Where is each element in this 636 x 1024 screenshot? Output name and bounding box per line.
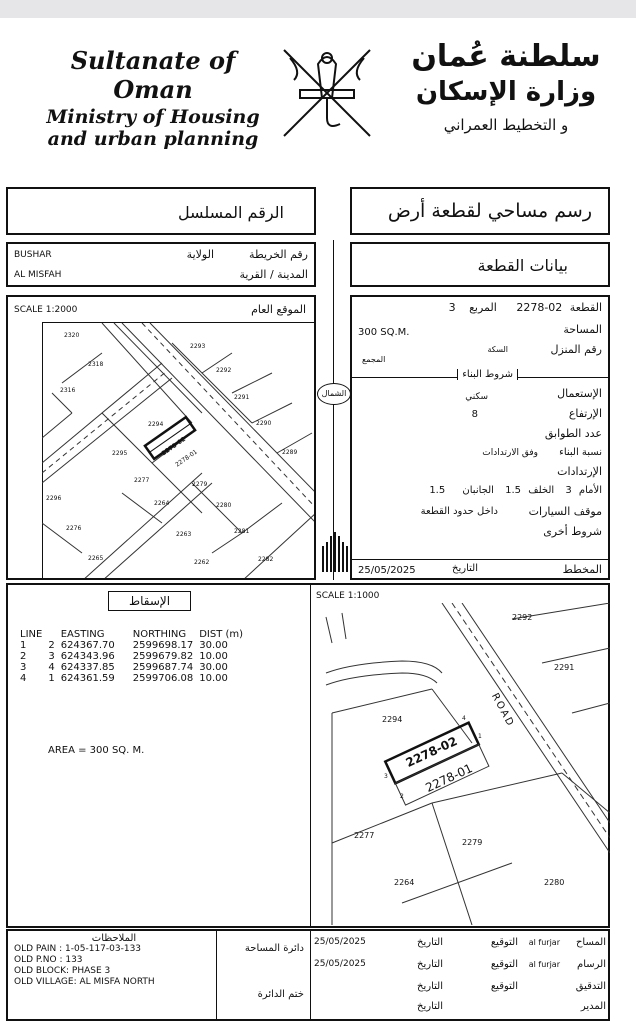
header-ar xyxy=(398,38,614,134)
table-row xyxy=(20,662,249,673)
village-value: AL MISFAH xyxy=(14,270,62,280)
col-header: LINE xyxy=(20,629,43,640)
note-old-pno: OLD P.NO : 133 xyxy=(14,955,83,965)
header-ar-line1: سلطنة عُمان xyxy=(411,39,601,74)
detail-map-labels xyxy=(312,603,610,925)
corner-label: 4 xyxy=(462,715,466,722)
date-label-1: التاريخ xyxy=(417,937,443,948)
signature-grid xyxy=(314,933,608,1019)
sig-label-3: التوقيع xyxy=(490,981,518,992)
cell: 30.00 xyxy=(199,640,228,651)
sides-value: 1.5 xyxy=(429,485,446,496)
plot-details-box xyxy=(350,295,610,580)
height-label: الإرتفاع xyxy=(568,407,602,420)
setbacks-label: الإرتدادات xyxy=(557,465,602,478)
plot-label: 2280 xyxy=(216,502,232,509)
survey-circle: دائرة المساحة xyxy=(244,943,304,954)
parking-label: موقف السيارات xyxy=(528,505,602,518)
plot-label: 2262 xyxy=(194,559,210,566)
director-label: المدير xyxy=(580,1001,606,1012)
parking-value: داخل حدود القطعة xyxy=(420,506,498,517)
footer xyxy=(6,929,610,1021)
use-label: الإستعمال xyxy=(557,387,602,400)
corner-label: 3 xyxy=(384,773,388,780)
cell: 2599698.17 xyxy=(132,640,194,651)
drafter-name: al furjar xyxy=(528,960,560,969)
cell: 10.00 xyxy=(199,651,228,662)
plot-label: 2289 xyxy=(282,449,298,456)
surveyor-label: المساح xyxy=(575,937,606,948)
other-label: شروط أخرى xyxy=(543,525,602,538)
house-no-label: رقم المنزل xyxy=(550,343,602,356)
plot-label: 2263 xyxy=(176,531,192,538)
cell: 624343.96 xyxy=(60,651,115,662)
ratio-value: وفق الارتدادات xyxy=(482,448,538,458)
col-header xyxy=(48,629,60,640)
cell: 3 xyxy=(20,662,27,673)
back-value: 1.5 xyxy=(505,485,522,496)
header-en-line3: and urban planning xyxy=(47,128,259,150)
village-label: المدينة / القرية xyxy=(239,268,308,281)
plot-label: 2279 xyxy=(462,838,483,847)
col-header: DIST (m) xyxy=(199,629,244,640)
detail-map-scale: SCALE 1:1000 xyxy=(316,591,380,601)
plot-label: 2294 xyxy=(148,421,164,428)
plot-label: 2264 xyxy=(394,878,415,887)
cell: 4 xyxy=(20,673,27,684)
general-map-box xyxy=(6,295,316,580)
date-label-3: التاريخ xyxy=(417,981,443,992)
corner-label: 1 xyxy=(478,733,482,740)
coordinates-header xyxy=(20,629,249,640)
table-row xyxy=(20,651,249,662)
plot-label: 2320 xyxy=(64,332,80,339)
table-row xyxy=(20,640,249,651)
wilayat-value: BUSHAR xyxy=(14,250,52,260)
front-value: 3 xyxy=(565,485,572,496)
doc-title: رسم مساحي لقطعة أرض xyxy=(387,200,592,222)
notes-title: الملاحظات xyxy=(91,933,137,944)
plot-data-title-box xyxy=(350,242,610,287)
plot-label: 2280 xyxy=(544,878,565,887)
plot-value: 2278-02 xyxy=(516,301,563,314)
setbacks-row xyxy=(429,485,602,496)
cell: 2599706.08 xyxy=(132,673,194,684)
location-box xyxy=(6,242,316,287)
sig-row-surveyor xyxy=(576,937,606,948)
date-label-2: التاريخ xyxy=(417,959,443,970)
sig-label-2: التوقيع xyxy=(490,959,518,970)
front-label: الأمام xyxy=(578,485,602,496)
plot-label: 2279 xyxy=(192,481,208,488)
plot-label: 2318 xyxy=(88,361,104,368)
plot-label: 2295 xyxy=(112,450,128,457)
plot-label: 2296 xyxy=(46,495,62,502)
plot-label: 2277 xyxy=(354,831,375,840)
cell: 4 xyxy=(48,662,55,673)
serial-number-box xyxy=(6,187,316,235)
corner-label: 2 xyxy=(400,793,404,800)
date-label-4: التاريخ xyxy=(417,1001,443,1012)
table-row xyxy=(20,673,249,684)
plot-label: 2316 xyxy=(60,387,76,394)
plan-rule xyxy=(352,559,608,560)
plot-label: 2291 xyxy=(234,394,250,401)
cell: 2 xyxy=(20,651,27,662)
col-header: EASTING xyxy=(60,629,105,640)
note-old-block: OLD BLOCK: PHASE 3 xyxy=(14,966,111,976)
plan-label: المخطط xyxy=(562,563,602,576)
area-total: AREA = 300 SQ. M. xyxy=(48,745,145,756)
plot-label: 2278-02 xyxy=(403,734,460,770)
plot-data-title: بيانات القطعة xyxy=(477,256,568,275)
note-old-village: OLD VILLAGE: AL MISFA NORTH xyxy=(14,977,155,987)
plot-label: 2282 xyxy=(258,556,274,563)
plot-label: 2281 xyxy=(234,528,250,535)
footer-divider-1 xyxy=(216,931,217,1019)
use-value: سكني xyxy=(465,392,488,402)
area-label: المساحة xyxy=(563,323,602,336)
plot-label: 2265 xyxy=(88,555,104,562)
height-value: 8 xyxy=(471,409,478,420)
area-value: 300 SQ.M. xyxy=(358,327,410,338)
back-label: الخلف xyxy=(528,485,555,496)
doc-title-box xyxy=(350,187,610,235)
plot-label: 2264 xyxy=(154,500,170,507)
plot-label: 2278-02 xyxy=(160,435,188,458)
serial-label: الرقم المسلسل xyxy=(177,203,284,222)
plot-label: 2294 xyxy=(382,715,403,724)
floors-label: عدد الطوابق xyxy=(544,427,602,440)
projection-divider xyxy=(310,585,311,926)
surveyor-name: al furjar xyxy=(528,938,560,947)
block-value: 3 xyxy=(448,301,456,314)
general-map-labels xyxy=(8,297,316,580)
cell: 2599679.82 xyxy=(132,651,194,662)
header-ar-line2: وزارة الإسكان xyxy=(415,77,597,107)
projection-frame xyxy=(6,583,610,928)
wilayat-label: الولاية xyxy=(186,248,214,261)
building-conditions: شروط البناء xyxy=(457,369,518,380)
plan-date-value: 25/05/2025 xyxy=(358,565,416,576)
cell: 624361.59 xyxy=(60,673,115,684)
cell: 2599687.74 xyxy=(132,662,194,673)
sikka-label: السكة xyxy=(487,345,508,354)
header-ar-line3: و التخطيط العمراني xyxy=(443,116,569,134)
cell: 624337.85 xyxy=(60,662,115,673)
plot-label: 2292 xyxy=(512,613,533,622)
plot-label: 2292 xyxy=(216,367,232,374)
block-label: المربع xyxy=(469,301,497,314)
coordinates-table xyxy=(20,629,249,684)
cell: 30.00 xyxy=(199,662,228,673)
note-old-pain: OLD PAIN : 1-05-117-03-133 xyxy=(14,944,142,954)
sig-label-1: التوقيع xyxy=(490,937,518,948)
date-value-2: 25/05/2025 xyxy=(314,959,366,969)
date-value-1: 25/05/2025 xyxy=(314,937,366,947)
drafter-label: الرسام xyxy=(577,959,606,970)
complex-label: المجمع xyxy=(362,355,386,364)
top-bar xyxy=(0,0,636,18)
notes-section xyxy=(14,933,214,988)
projection-title: الإسقاط xyxy=(108,591,191,611)
plot-label: 2277 xyxy=(134,477,150,484)
cell: 3 xyxy=(48,651,55,662)
plot-label: 2278-01 xyxy=(423,761,475,795)
checker-label: التدقيق xyxy=(575,981,606,992)
north-circle: الشمال xyxy=(317,383,351,405)
cell: 624367.70 xyxy=(60,640,115,651)
oman-emblem-icon xyxy=(272,38,382,148)
footer-divider-2 xyxy=(310,931,311,1019)
col-header: NORTHING xyxy=(132,629,187,640)
cell: 1 xyxy=(20,640,27,651)
header-en-line1: Sultanate of Oman xyxy=(70,46,236,104)
north-arrow-icon xyxy=(320,530,348,574)
plot-label: 2293 xyxy=(190,343,206,350)
plan-date-label: التاريخ xyxy=(452,563,478,574)
map-no-label: رقم الخريطة xyxy=(249,248,308,261)
cell: 10.00 xyxy=(199,673,228,684)
plot-label: 2290 xyxy=(256,420,272,427)
road-label: ROAD xyxy=(489,691,517,730)
plot-label: 2276 xyxy=(66,525,82,532)
plot-label: 2291 xyxy=(554,663,575,672)
sides-label: الجانبان xyxy=(462,485,494,496)
cell: 2 xyxy=(48,640,55,651)
plot-label: 2278-01 xyxy=(174,448,199,469)
header-en-line2: Ministry of Housing xyxy=(46,106,260,128)
general-map-scale: SCALE 1:2000 xyxy=(14,305,78,315)
general-map-title: الموقع العام xyxy=(251,303,306,316)
ratio-label: نسبة البناء xyxy=(559,447,602,458)
plot-label: القطعة xyxy=(569,301,602,314)
plot-row xyxy=(449,301,602,314)
cell: 1 xyxy=(48,673,55,684)
header-en xyxy=(38,46,268,150)
north-axis xyxy=(333,240,334,580)
circle-stamp: ختم الدائرة xyxy=(257,989,304,1000)
